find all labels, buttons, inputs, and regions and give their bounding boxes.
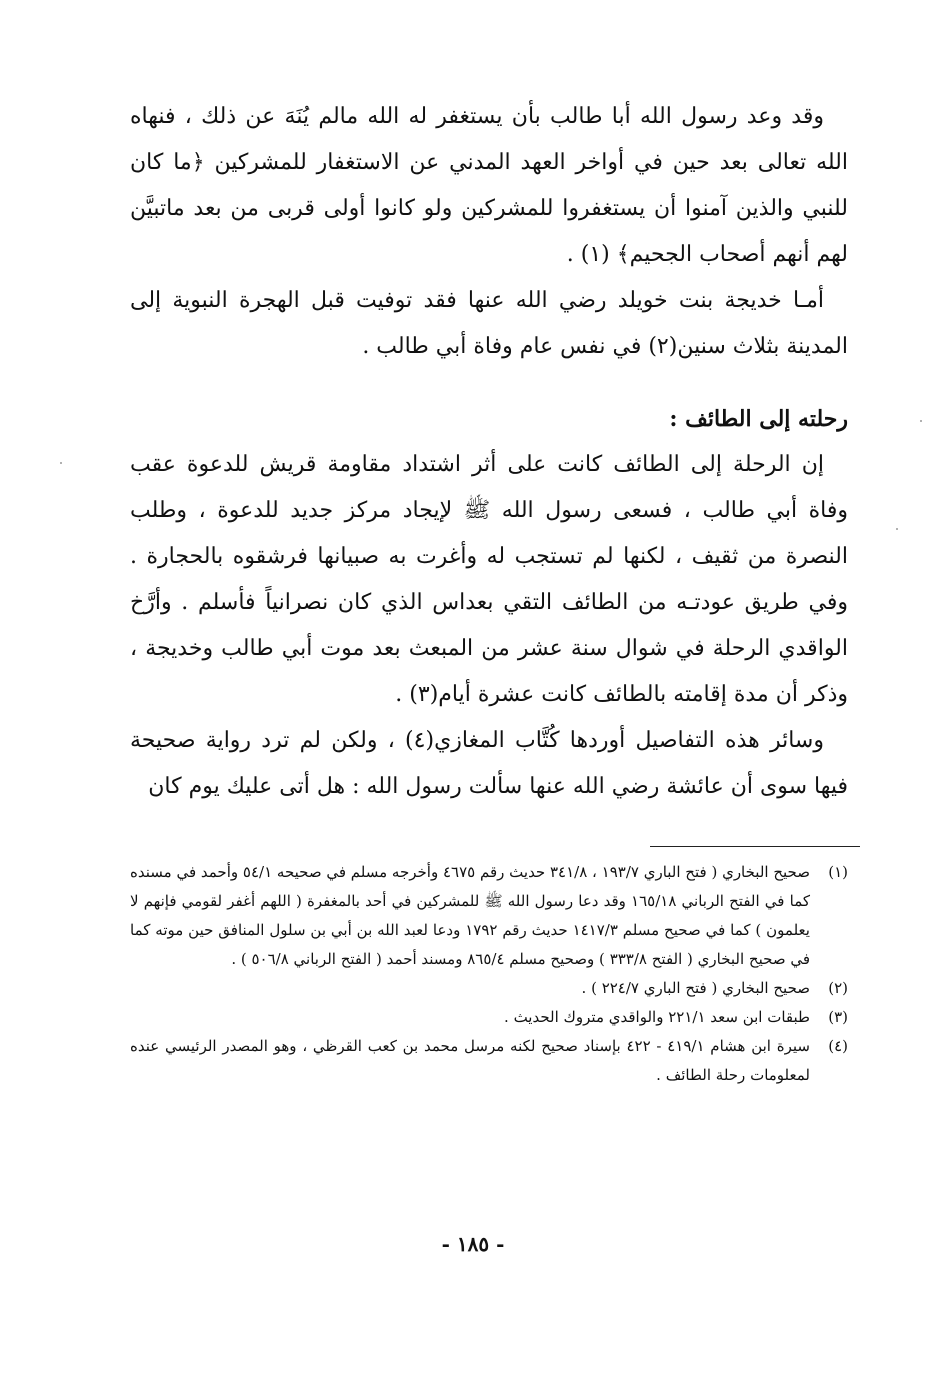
section-heading: رحلته إلى الطائف : (669, 406, 848, 432)
footnote-text: صحيح البخاري ( فتح الباري ١٩٣/٧ ، ٣٤١/٨ حديث رقم ٤٦٧٥ وأخرجه مسلم في صحيحه ٥٤/١ وأحمد في مسنده كما في الفتح الرباني ١٦٥/١٨ وقد دعا رسول الله ﷺ للمشركين في أحد بالمغفرة ( اللهم أغفر لقومي فإنهم لا يعلمون ) كما في صحيح مسلم ١٤١٧/٣ حديث رقم ١٧٩٢ ودعا لعبد الله بن أبي بن سلول المنافق حين موته كما في صحيح البخاري ( الفتح ٣٣٣/٨ ) وصحيح مسلم ٨٦٥/٤ ومسند أحمد ( الفتح الرباني ٥٠٦/٨ ) . (130, 863, 811, 968)
footnote-4 (130, 1032, 848, 1090)
page-number: - ١٨٥ - (441, 1232, 505, 1256)
footnote-text: سيرة ابن هشام ٤١٩/١ - ٤٢٢ بإسناد صحيح لكنه مرسل محمد بن كعب القرظي ، وهو المصدر الرئيسي عنده لمعلومات رحلة الطائف . (130, 1037, 810, 1084)
footnote-2 (130, 974, 848, 1003)
paragraph-2: أمـا خديجة بنت خويلد رضي الله عنها فقد توفيت قبل الهجرة النبوية إلى المدينة بثلاث سنين(٢) في نفس عام وفاة أبي طالب . (130, 288, 848, 359)
scan-speck (896, 528, 898, 530)
footnote-number: (٤) (828, 1037, 848, 1055)
scan-speck (60, 462, 62, 464)
paragraph-3: إن الرحلة إلى الطائف كانت على أثر اشتداد مقاومة قريش للدعوة عقب وفاة أبي طالب ، فسعى رسول الله ﷺ لإيجاد مركز جديد للدعوة ، وطلب النصرة من ثقيف ، لكنها لم تستجب له وأغرت به صبيانها فرشقوه بالحجارة . وفي طريق عودتـه من الطائف التقي بعداس الذي كان نصرانياً فأسلم . وأرَّخ الواقدي الرحلة في شوال سنة عشر من المبعث بعد موت أبي طالب وخديجة ، وذكر أن مدة إقامته بالطائف كانت عشرة أيام(٣) . (130, 452, 848, 707)
footnote-number: (٣) (828, 1008, 848, 1026)
scan-speck (920, 420, 922, 422)
footnote-separator (650, 846, 860, 847)
footnote-number: (٢) (828, 979, 848, 997)
footnotes (130, 858, 848, 1090)
main-text (130, 94, 848, 810)
paragraph-1: وقد وعد رسول الله أبا طالب بأن يستغفر له الله مالم يُنَهَ عن ذلك ، فنهاه الله تعالى بعد حين في أواخر العهد المدني عن الاستغفار للمشركين ﴿ما كان للنبي والذين آمنوا أن يستغفروا للمشركين ولو كانوا أولى قربى من بعد ماتبيَّن لهم أنهم أصحاب الجحيم﴾ (١) . (130, 104, 848, 267)
footnote-text: صحيح البخاري ( فتح الباري ٢٢٤/٧ ) . (581, 979, 810, 997)
paragraph-4: وسائر هذه التفاصيل أوردها كُتَّاب المغازي(٤) ، ولكن لم ترد رواية صحيحة فيها سوى أن عائشة رضي الله عنها سألت رسول الله : هل أتى عليك يوم كان (130, 728, 848, 799)
footnote-1 (130, 858, 848, 974)
footnote-number: (١) (828, 863, 848, 881)
footnote-3 (130, 1003, 848, 1032)
footnote-text: طبقات ابن سعد ٢٢١/١ والواقدي متروك الحديث . (504, 1008, 810, 1026)
